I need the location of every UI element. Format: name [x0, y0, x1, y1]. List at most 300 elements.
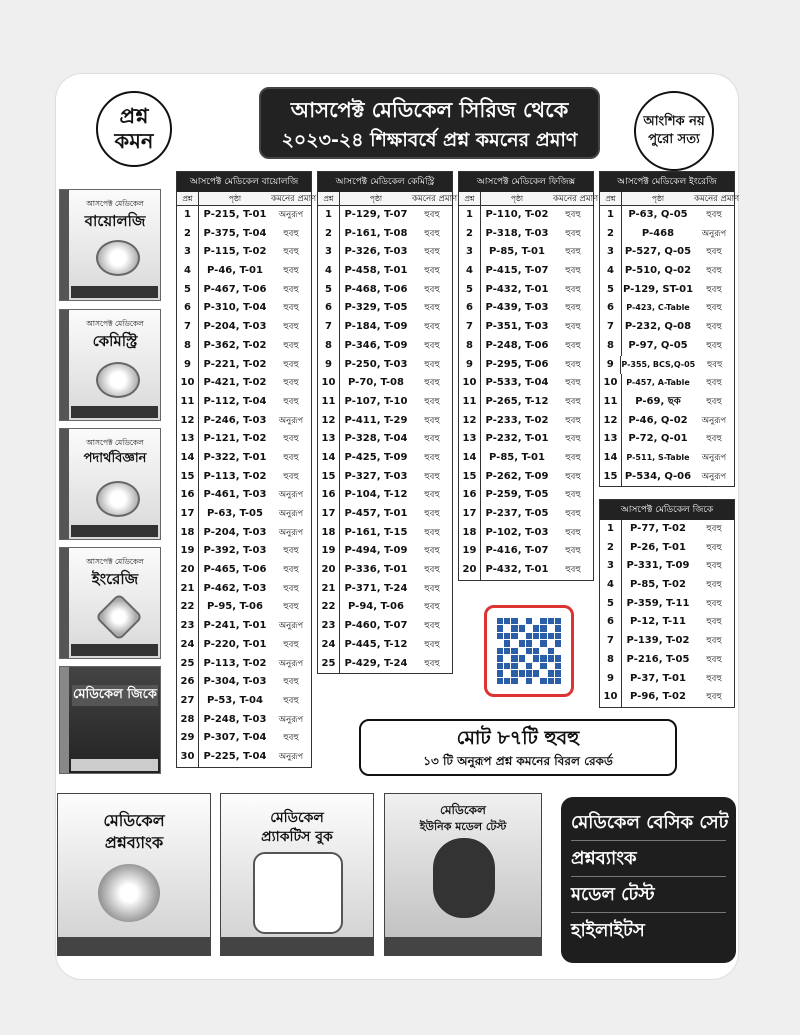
row-number: 19 — [459, 542, 481, 561]
table-row — [600, 557, 734, 576]
row-number: 12 — [600, 412, 622, 431]
qr-module — [497, 633, 503, 639]
table-row — [177, 468, 311, 487]
cover-spine — [60, 190, 69, 300]
cover-series: আসপেক্ট মেডিকেল — [86, 438, 144, 447]
row-number: 7 — [600, 318, 622, 337]
row-page: P-327, T-03 — [344, 470, 408, 482]
row-page: P-112, T-04 — [203, 395, 267, 407]
row-number: 18 — [318, 524, 340, 543]
row-status: হুবহু — [424, 621, 440, 632]
table-row — [600, 337, 734, 356]
table-row — [177, 281, 311, 300]
row-page: P-102, T-03 — [485, 526, 549, 538]
badge-right-line1: আংশিক নয় — [643, 114, 705, 129]
row-status: হুবহু — [424, 546, 440, 557]
table-row — [318, 206, 452, 225]
row-number: 27 — [177, 692, 199, 711]
qr-module — [519, 663, 525, 669]
table-row — [177, 299, 311, 318]
total-summary — [359, 719, 677, 776]
row-number: 15 — [318, 468, 340, 487]
table-row — [318, 225, 452, 244]
row-status: হুবহু — [706, 303, 722, 314]
row-number: 12 — [459, 412, 481, 431]
table-row — [177, 561, 311, 580]
row-number: 1 — [177, 206, 199, 225]
table-row — [459, 561, 593, 580]
cover-title: পদার্থবিজ্ঞান — [83, 451, 147, 466]
table-row — [177, 449, 311, 468]
column-header-num: প্রশ্ন — [177, 192, 199, 205]
row-page: P-139, T-02 — [626, 635, 690, 647]
book2-line2: প্র্যাকটিস বুক — [261, 829, 333, 845]
row-status: হুবহু — [283, 565, 299, 576]
advertisement-page — [56, 74, 738, 979]
cover-series: আসপেক্ট মেডিকেল — [86, 557, 144, 566]
row-page: P-110, T-02 — [485, 209, 549, 220]
model-test-cover — [384, 793, 542, 956]
row-status: হুবহু — [706, 322, 722, 333]
row-number: 9 — [459, 356, 481, 375]
qr-module — [548, 678, 554, 684]
row-page: P-534, Q-06 — [624, 470, 692, 482]
table-row — [600, 356, 734, 375]
row-status: হুবহু — [283, 359, 299, 370]
row-page: P-248, T-03 — [203, 713, 267, 725]
row-page: P-85, T-01 — [489, 451, 545, 463]
row-page: P-262, T-09 — [485, 470, 549, 482]
table-row — [459, 243, 593, 262]
row-number: 23 — [318, 617, 340, 636]
row-page: P-362, T-02 — [203, 339, 267, 351]
badge-right-line2: পুরো সত্য — [648, 132, 700, 147]
row-status: হুবহু — [424, 527, 440, 538]
basic-set-item: মডেল টেস্ট — [571, 877, 726, 913]
row-status: অনুরূপ — [701, 228, 727, 239]
english-book-cover — [59, 547, 161, 659]
row-status: অনুরূপ — [278, 714, 304, 725]
row-status: অনুরূপ — [278, 527, 304, 538]
atom-icon — [96, 481, 140, 517]
table-row — [459, 374, 593, 393]
row-number: 7 — [459, 318, 481, 337]
qr-module — [540, 648, 546, 654]
row-status: হুবহু — [706, 378, 722, 389]
badge-left-line1: প্রশ্ন — [119, 104, 149, 128]
table-row — [459, 430, 593, 449]
chemistry-table — [317, 171, 458, 674]
row-number: 19 — [177, 542, 199, 561]
row-page: P-46, T-01 — [207, 265, 263, 277]
row-number: 14 — [600, 449, 622, 468]
table-row — [600, 206, 734, 225]
row-page: P-85, T-02 — [630, 579, 686, 591]
table-row — [600, 670, 734, 689]
cover-title: মেডিকেল জিকে — [72, 685, 158, 706]
book1-line2: প্রশ্নব্যাংক — [104, 833, 164, 852]
row-number: 2 — [459, 225, 481, 244]
qr-module — [548, 618, 554, 624]
table-title: আসপেক্ট মেডিকেল ফিজিক্স — [459, 172, 593, 192]
cover-title: কেমিস্ট্রি — [92, 332, 138, 350]
qr-module — [555, 678, 561, 684]
row-page: P-355, BCS,Q-05 — [621, 359, 696, 369]
table-row — [318, 412, 452, 431]
table-row — [318, 337, 452, 356]
table-row — [459, 356, 593, 375]
row-status: হুবহু — [706, 692, 722, 703]
row-status: হুবহু — [565, 247, 581, 258]
row-number: 4 — [459, 262, 481, 281]
row-number: 26 — [177, 673, 199, 692]
qr-module — [504, 625, 510, 631]
row-status: হুবহু — [424, 284, 440, 295]
practice-book-cover — [220, 793, 374, 956]
table-row — [600, 299, 734, 318]
row-number: 4 — [318, 262, 340, 281]
row-status: হুবহু — [706, 654, 722, 665]
row-status: হুবহু — [565, 266, 581, 277]
table-row — [459, 524, 593, 543]
row-number: 20 — [177, 561, 199, 580]
row-number: 3 — [459, 243, 481, 262]
row-status: অনুরূপ — [701, 415, 727, 426]
qr-module — [555, 655, 561, 661]
row-number: 25 — [177, 655, 199, 674]
row-page: P-415, T-07 — [485, 265, 549, 277]
row-status: হুবহু — [565, 434, 581, 445]
row-page: P-216, T-05 — [626, 653, 690, 665]
row-page: P-533, T-04 — [485, 377, 549, 389]
row-status: হুবহু — [424, 583, 440, 594]
row-number: 1 — [459, 206, 481, 225]
qr-module — [504, 670, 510, 676]
row-status: হুবহু — [283, 471, 299, 482]
row-page: P-237, T-05 — [485, 508, 549, 519]
row-page: P-432, T-01 — [485, 283, 549, 295]
row-page: P-95, T-06 — [207, 601, 263, 613]
row-status: হুবহু — [424, 471, 440, 482]
row-page: P-326, T-03 — [344, 246, 408, 258]
row-number: 30 — [177, 748, 199, 767]
row-page: P-204, T-03 — [203, 321, 267, 333]
table-column-headers — [600, 192, 740, 206]
table-row — [318, 542, 452, 561]
row-number: 28 — [177, 711, 199, 730]
row-number: 18 — [177, 524, 199, 543]
table-title: আসপেক্ট মেডিকেল জিকে — [600, 500, 734, 520]
qr-module — [497, 648, 503, 654]
row-number: 6 — [177, 299, 199, 318]
table-row — [177, 655, 311, 674]
row-status: হুবহু — [424, 452, 440, 463]
row-page: P-232, T-01 — [485, 433, 549, 445]
gk-book-cover — [59, 666, 161, 774]
row-page: P-307, T-04 — [203, 732, 267, 744]
row-number: 12 — [177, 412, 199, 431]
qr-module — [533, 625, 539, 631]
table-row — [177, 617, 311, 636]
row-page: P-221, T-02 — [203, 358, 267, 370]
row-status: হুবহু — [283, 396, 299, 407]
row-status: হুবহু — [283, 378, 299, 389]
qr-module — [519, 618, 525, 624]
row-page: P-331, T-09 — [626, 560, 690, 572]
table-column-headers — [177, 192, 317, 206]
row-status: অনুরূপ — [278, 509, 304, 519]
row-page: P-510, Q-02 — [624, 265, 692, 277]
row-status: হুবহু — [283, 303, 299, 314]
column-header-num: প্রশ্ন — [459, 192, 481, 205]
row-status: হুবহু — [565, 322, 581, 333]
table-row — [600, 539, 734, 558]
row-page: P-265, T-12 — [485, 395, 549, 407]
cover-title: ইংরেজি — [91, 570, 139, 588]
table-row — [600, 520, 734, 539]
row-status: হুবহু — [706, 542, 722, 553]
row-status: হুবহু — [565, 415, 581, 426]
row-page: P-241, T-01 — [203, 620, 267, 632]
table-row — [177, 206, 311, 225]
row-number: 2 — [318, 225, 340, 244]
row-number: 14 — [318, 449, 340, 468]
row-status: হুবহু — [565, 303, 581, 314]
row-status: হুবহু — [424, 340, 440, 351]
row-number: 6 — [318, 299, 340, 318]
table-row — [177, 748, 311, 767]
biology-table — [176, 171, 317, 768]
table-row — [177, 692, 311, 711]
table-row — [177, 673, 311, 692]
row-page: P-233, T-02 — [485, 414, 549, 426]
cover-footer — [71, 525, 158, 537]
row-status: হুবহু — [283, 677, 299, 688]
qr-module — [540, 618, 546, 624]
table-row — [459, 486, 593, 505]
qr-code-icon[interactable] — [484, 605, 574, 697]
table-row — [177, 636, 311, 655]
row-page: P-457, A-Table — [626, 378, 690, 388]
row-number: 13 — [177, 430, 199, 449]
qr-module — [548, 670, 554, 676]
qr-module — [533, 618, 539, 624]
row-page: P-248, T-06 — [485, 339, 549, 351]
qr-module — [526, 663, 532, 669]
row-status: হুবহু — [565, 490, 581, 501]
row-status: হুবহু — [283, 695, 299, 706]
row-status: হুবহু — [706, 266, 722, 277]
qr-module — [540, 670, 546, 676]
qr-module — [548, 655, 554, 661]
row-page: P-329, T-05 — [344, 302, 408, 314]
row-status: হুবহু — [706, 673, 722, 684]
row-status: হুবহু — [424, 639, 440, 650]
row-number: 6 — [600, 299, 622, 318]
row-page: P-458, T-01 — [344, 265, 408, 277]
row-page: P-304, T-03 — [203, 676, 267, 688]
total-line1: মোট ৮৭টি হুবহু — [456, 727, 580, 749]
cover-graphic — [433, 838, 495, 918]
qr-module — [555, 633, 561, 639]
basic-set-item: হাইলাইটস — [571, 920, 645, 941]
row-page: P-129, T-07 — [344, 209, 408, 220]
qr-module — [519, 670, 525, 676]
row-status: হুবহু — [706, 340, 722, 351]
row-page: P-232, Q-08 — [624, 321, 692, 333]
row-number: 20 — [318, 561, 340, 580]
row-page: P-351, T-03 — [485, 321, 549, 333]
table-row — [600, 281, 734, 300]
row-number: 5 — [600, 595, 622, 614]
row-status: হুবহু — [424, 303, 440, 314]
qr-module — [497, 663, 503, 669]
chemistry-book-cover — [59, 309, 161, 421]
row-page: P-429, T-24 — [344, 657, 408, 669]
row-number: 21 — [177, 580, 199, 599]
row-status: হুবহু — [706, 434, 722, 445]
row-number: 11 — [600, 393, 622, 412]
flask-icon — [96, 362, 140, 398]
row-page: P-392, T-03 — [203, 545, 267, 557]
row-number: 15 — [459, 468, 481, 487]
qr-module — [519, 640, 525, 646]
qr-module — [548, 625, 554, 631]
qr-module — [555, 618, 561, 624]
row-number: 3 — [318, 243, 340, 262]
row-status: হুবহু — [706, 284, 722, 295]
qr-module — [548, 648, 554, 654]
row-page: P-468 — [641, 227, 675, 239]
table-row — [318, 374, 452, 393]
qr-module — [511, 625, 517, 631]
row-status: হুবহু — [424, 322, 440, 333]
column-header-status: কমনের প্রমাণ — [553, 194, 599, 204]
qr-module — [555, 648, 561, 654]
row-number: 9 — [318, 356, 340, 375]
qr-module — [526, 618, 532, 624]
row-status: হুবহু — [283, 247, 299, 258]
row-page: P-336, T-01 — [344, 564, 408, 576]
row-page: P-322, T-01 — [203, 451, 267, 463]
cover-footer — [58, 937, 210, 955]
row-page: P-63, Q-05 — [628, 209, 688, 220]
table-row — [177, 711, 311, 730]
row-number: 13 — [459, 430, 481, 449]
row-page: P-225, T-04 — [203, 750, 267, 762]
qr-module — [511, 678, 517, 684]
row-status: হুবহু — [565, 546, 581, 557]
row-number: 17 — [459, 505, 481, 524]
row-number: 6 — [459, 299, 481, 318]
cover-spine — [60, 548, 69, 658]
row-page: P-328, T-04 — [344, 433, 408, 445]
row-status: হুবহু — [565, 340, 581, 351]
table-row — [318, 356, 452, 375]
cover-footer — [221, 937, 373, 955]
table-row — [600, 318, 734, 337]
letter-e-icon — [95, 593, 143, 641]
qr-module — [526, 633, 532, 639]
row-status: হুবহু — [424, 247, 440, 258]
title-line1: আসপেক্ট মেডিকেল সিরিজ থেকে — [290, 98, 569, 122]
table-row — [318, 318, 452, 337]
column-header-num: প্রশ্ন — [318, 192, 340, 205]
row-page: P-250, T-03 — [344, 358, 408, 370]
row-number: 25 — [318, 655, 340, 674]
row-page: P-12, T-11 — [630, 616, 686, 628]
basic-set-item: প্রশ্নব্যাংক — [571, 841, 726, 877]
qr-module — [548, 633, 554, 639]
row-status: হুবহু — [706, 636, 722, 647]
table-row — [600, 430, 734, 449]
table-row — [600, 449, 734, 468]
column-header-status: কমনের প্রমাণ — [271, 194, 317, 204]
row-page: P-416, T-07 — [485, 545, 549, 557]
qr-module — [526, 670, 532, 676]
row-page: P-204, T-03 — [203, 526, 267, 538]
qr-module — [533, 670, 539, 676]
row-number: 10 — [177, 374, 199, 393]
table-row — [318, 561, 452, 580]
row-number: 22 — [177, 598, 199, 617]
row-page: P-467, T-06 — [203, 283, 267, 295]
row-page: P-161, T-15 — [344, 526, 408, 538]
qr-module — [555, 670, 561, 676]
row-number: 3 — [600, 243, 622, 262]
row-number: 6 — [600, 613, 622, 632]
row-page: P-310, T-04 — [203, 302, 267, 314]
table-row — [318, 598, 452, 617]
row-number: 4 — [600, 576, 622, 595]
row-status: হুবহু — [565, 509, 581, 519]
column-header-status: কমনের প্রমাণ — [412, 194, 458, 204]
row-page: P-375, T-04 — [203, 227, 267, 239]
row-number: 17 — [318, 505, 340, 524]
row-status: হুবহু — [424, 266, 440, 277]
row-page: P-63, T-05 — [207, 508, 263, 519]
truth-badge — [634, 91, 714, 171]
qr-module — [526, 640, 532, 646]
row-status: হুবহু — [424, 509, 440, 519]
row-number: 21 — [318, 580, 340, 599]
qr-module — [504, 648, 510, 654]
cover-footer — [71, 406, 158, 418]
row-status: হুবহু — [706, 598, 722, 609]
row-status: হুবহু — [565, 396, 581, 407]
row-page: P-439, T-03 — [485, 302, 549, 314]
table-column-headers — [318, 192, 458, 206]
row-page: P-346, T-09 — [344, 339, 408, 351]
row-number: 24 — [177, 636, 199, 655]
qr-module — [497, 640, 503, 646]
row-page: P-115, T-02 — [203, 246, 267, 258]
row-page: P-37, T-01 — [630, 672, 686, 684]
table-row — [177, 356, 311, 375]
qr-module — [497, 670, 503, 676]
book3-line1: মেডিকেল — [440, 803, 486, 817]
row-number: 4 — [600, 262, 622, 281]
table-row — [177, 393, 311, 412]
table-row — [177, 243, 311, 262]
qr-module — [497, 678, 503, 684]
table-title: আসপেক্ট মেডিকেল কেমিস্ট্রি — [318, 172, 452, 192]
row-number: 5 — [600, 281, 622, 300]
row-page: P-371, T-24 — [344, 582, 408, 594]
row-page: P-259, T-05 — [485, 489, 549, 501]
qr-module — [519, 625, 525, 631]
row-number: 8 — [459, 337, 481, 356]
